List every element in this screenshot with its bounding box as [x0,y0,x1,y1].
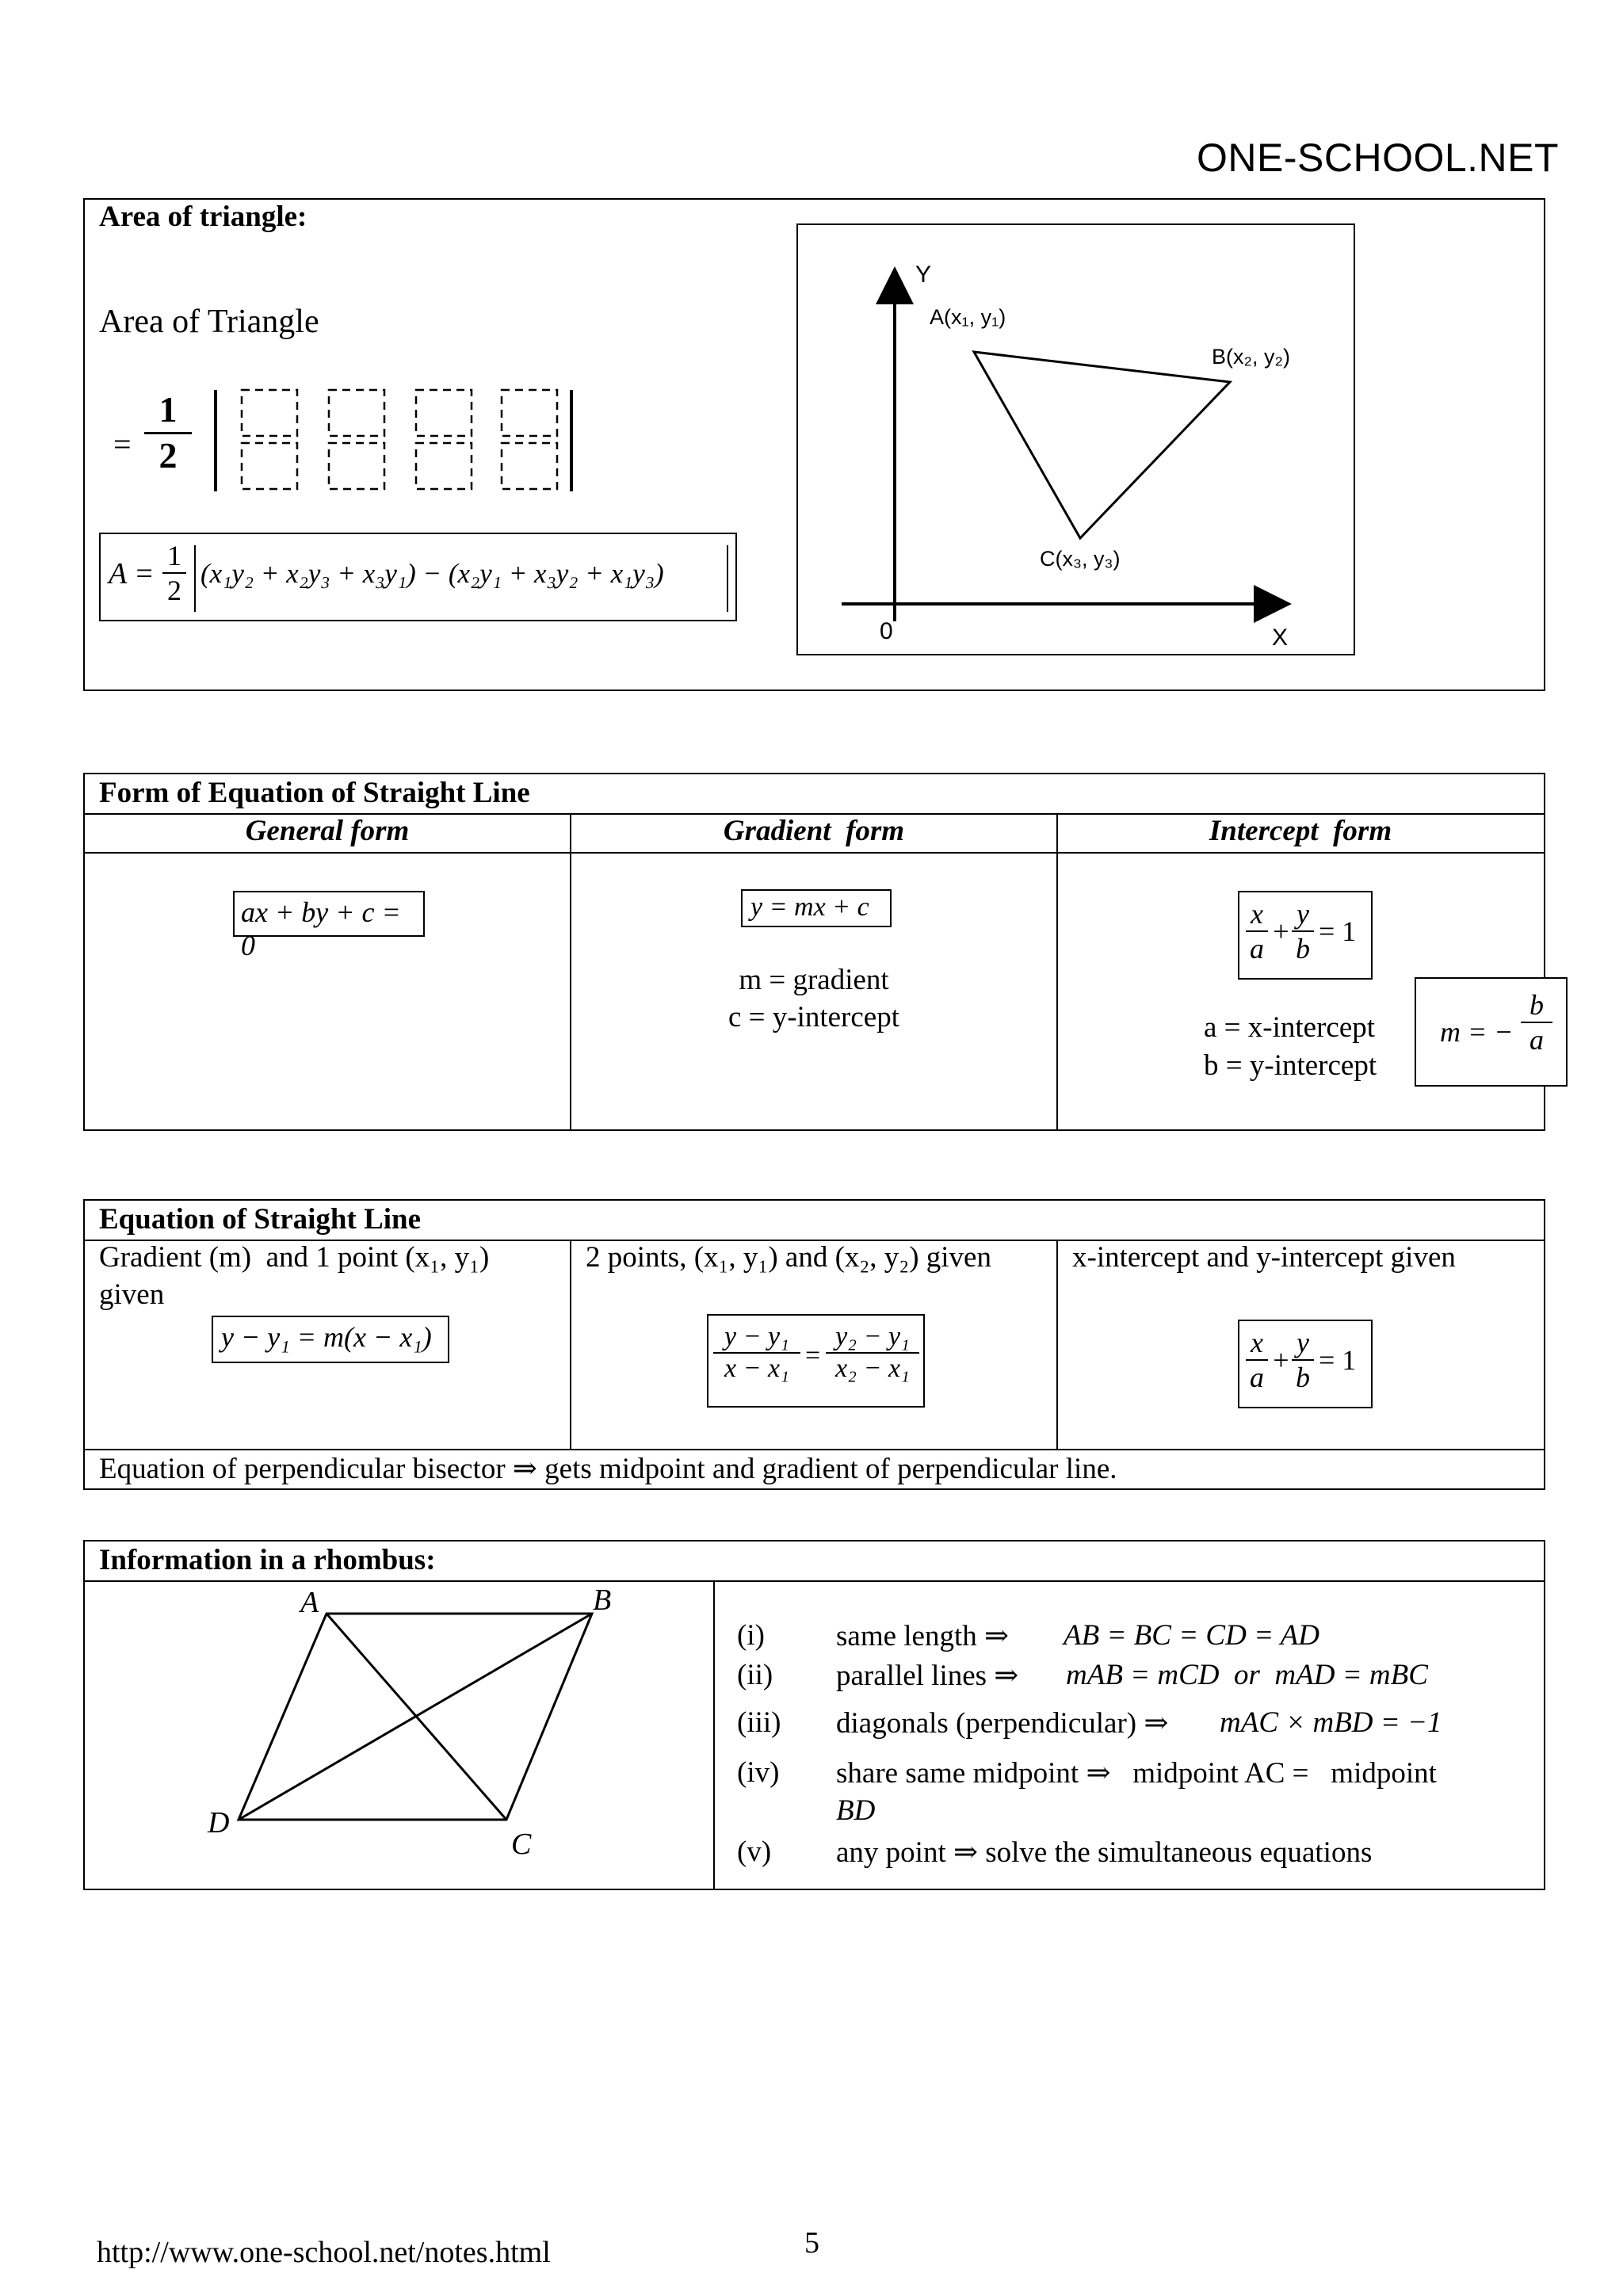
vertex-a-label: A [300,1586,319,1619]
vertex-b-label: B [593,1584,612,1617]
diagonal-bd [239,1614,592,1820]
two-point-rhs [826,1322,919,1384]
general-form-equation: ax + by + c = 0 [233,891,425,937]
form-table [83,773,1545,1131]
footer-url[interactable]: http://www.one-school.net/notes.html [97,2236,551,2269]
formula-abs-left [194,545,196,612]
rhombus-item-3-math: mAC × mBD = −1 [1220,1706,1442,1739]
rhombus-item-5-text: any point ⇒ solve the simultaneous equations [836,1836,1373,1869]
int-frac-x-den: a [1250,933,1264,965]
eq-frac-y-num: y [1292,1326,1314,1361]
point-a-label: A(x₁, y₁) [930,305,1006,329]
intercept-note-a: a = x-intercept [1204,1011,1376,1044]
int-frac-x-num: x [1246,897,1268,932]
rhombus-item-1-text: same length ⇒ [836,1620,1010,1652]
det-left-bar [214,390,217,491]
rhombus-item-1-num: (i) [737,1619,765,1652]
col3-heading: x-intercept and y-intercept given [1072,1241,1456,1274]
rhombus-item-1-math: AB = BC = CD = AD [1064,1619,1319,1652]
x-axis-label: X [1272,625,1289,651]
two-point-lhs-den: x − x₁ [724,1354,789,1383]
point-c-label: C(x₃, y₃) [1040,547,1121,571]
formula-half-den: 2 [167,575,181,606]
origin-label: 0 [880,618,893,644]
equals-sign: = [113,426,132,462]
eq-frac-eq: = 1 [1319,1344,1357,1376]
col1-heading-line1: Gradient (m) and 1 point (x₁, y₁) [99,1241,490,1274]
two-point-rhs-num: y₂ − y₁ [826,1322,919,1354]
formula-a: A [109,557,127,590]
gradient-form-equation: y = mx + c [741,889,892,927]
equation-table-col-sep-2 [1056,1240,1058,1449]
eq-frac-plus: + [1271,1344,1291,1376]
rhombus-item-3-num: (iii) [737,1706,781,1739]
eq-frac-x-den: a [1250,1362,1264,1393]
col1-heading-line2: given [99,1278,165,1311]
equation-table [83,1199,1545,1490]
point-gradient-equation: y − y₁ = m(x − x₁) [212,1316,449,1363]
page-number: 5 [804,2226,819,2260]
header-intercept-form: Intercept form [1209,815,1392,847]
rhombus-diagram [85,1580,711,1889]
gradient-ratio-num: b [1521,988,1552,1023]
rhombus-item-2-text: parallel lines ⇒ [836,1660,1019,1692]
rhombus-item-2-num: (ii) [737,1659,773,1691]
gradient-ratio-lhs: m = − [1440,1016,1514,1048]
two-point-rhs-den: x₂ − x₁ [835,1354,910,1383]
vertex-d-label: D [208,1806,230,1839]
vertex-c-label: C [511,1828,532,1861]
int-frac-y-den: b [1296,933,1310,965]
rhombus-item-5-num: (v) [737,1836,772,1868]
eq-frac-x [1246,1326,1268,1394]
rhombus-item-4-text: share same midpoint ⇒ midpoint AC = midpoint [836,1757,1437,1790]
form-table-divider-2 [85,852,1544,854]
intercept-equation [1238,1320,1373,1408]
y-axis-label: Y [915,262,932,288]
triangle-diagram [796,223,1355,655]
int-frac-y-num: y [1292,897,1314,932]
col2-heading: 2 points, (x₁, y₁) and (x₂, y₂) given [586,1241,991,1274]
intercept-note-b: b = y-intercept [1204,1049,1377,1082]
equation-table-col-sep-1 [570,1240,571,1449]
two-point-lhs [713,1322,800,1384]
two-point-lhs-num: y − y₁ [713,1322,800,1354]
half-numerator: 1 [144,388,192,434]
gradient-note-m: m = gradient [739,964,889,996]
gradient-note-c: c = y-intercept [727,1001,900,1033]
equation-table-title: Equation of Straight Line [99,1203,422,1236]
header-general-form: General form [245,815,410,847]
triangle-subheading: Area of Triangle [99,304,319,340]
gradient-ratio-frac [1521,988,1552,1056]
triangle-section [83,198,1545,691]
rhombus-section [83,1540,1545,1890]
formula-abs-right [727,545,728,612]
eq-frac-y-den: b [1296,1362,1310,1393]
equation-table-divider-2 [85,1449,1544,1450]
rhombus-item-4-num: (iv) [737,1756,780,1789]
rhombus-title: Information in a rhombus: [99,1544,436,1576]
rhombus-item-3-text: diagonals (perpendicular) ⇒ [836,1707,1169,1740]
site-brand: ONE-SCHOOL.NET [1197,136,1560,180]
gradient-ratio-box [1415,977,1568,1087]
rhombus-item-2-math: mAB = mCD or mAD = mBC [1066,1659,1428,1691]
header-gradient-form: Gradient form [723,815,905,847]
int-frac-x [1246,897,1268,965]
perpendicular-bisector-note: Equation of perpendicular bisector ⇒ gets midpoint and gradient of perpendicular line. [99,1453,1117,1485]
formula-a-label: A = [109,557,155,590]
rhombus-item-4-math: BD [836,1794,876,1827]
two-point-equals: = [805,1341,821,1370]
half-fraction [144,388,192,476]
half-denominator: 2 [158,435,178,476]
int-frac-y [1292,897,1314,965]
area-formula-box [99,533,737,621]
eq-frac-y [1292,1326,1314,1394]
formula-body: (x₁y₂ + x₂y₃ + x₃y₁) − (x₂y₁ + x₃y₂ + x₁y₃) [200,558,664,589]
formula-half-num: 1 [162,539,186,574]
triangle-heading: Area of triangle: [99,201,307,233]
gradient-ratio-den: a [1529,1024,1544,1056]
det-right-bar [570,390,573,491]
int-frac-plus: + [1271,915,1291,947]
form-table-col-sep-2 [1056,813,1058,1129]
triangle-shape [974,352,1230,538]
form-table-title: Form of Equation of Straight Line [99,777,530,809]
eq-frac-x-num: x [1246,1326,1268,1361]
intercept-form-equation [1238,891,1373,980]
formula-half [162,539,186,607]
determinant-grid [235,378,568,497]
int-frac-eq: = 1 [1319,915,1357,947]
two-point-equation [707,1314,925,1408]
point-b-label: B(x₂, y₂) [1212,345,1290,369]
rhombus-col-sep [713,1580,715,1889]
triangle-diagram-svg [798,225,1354,654]
